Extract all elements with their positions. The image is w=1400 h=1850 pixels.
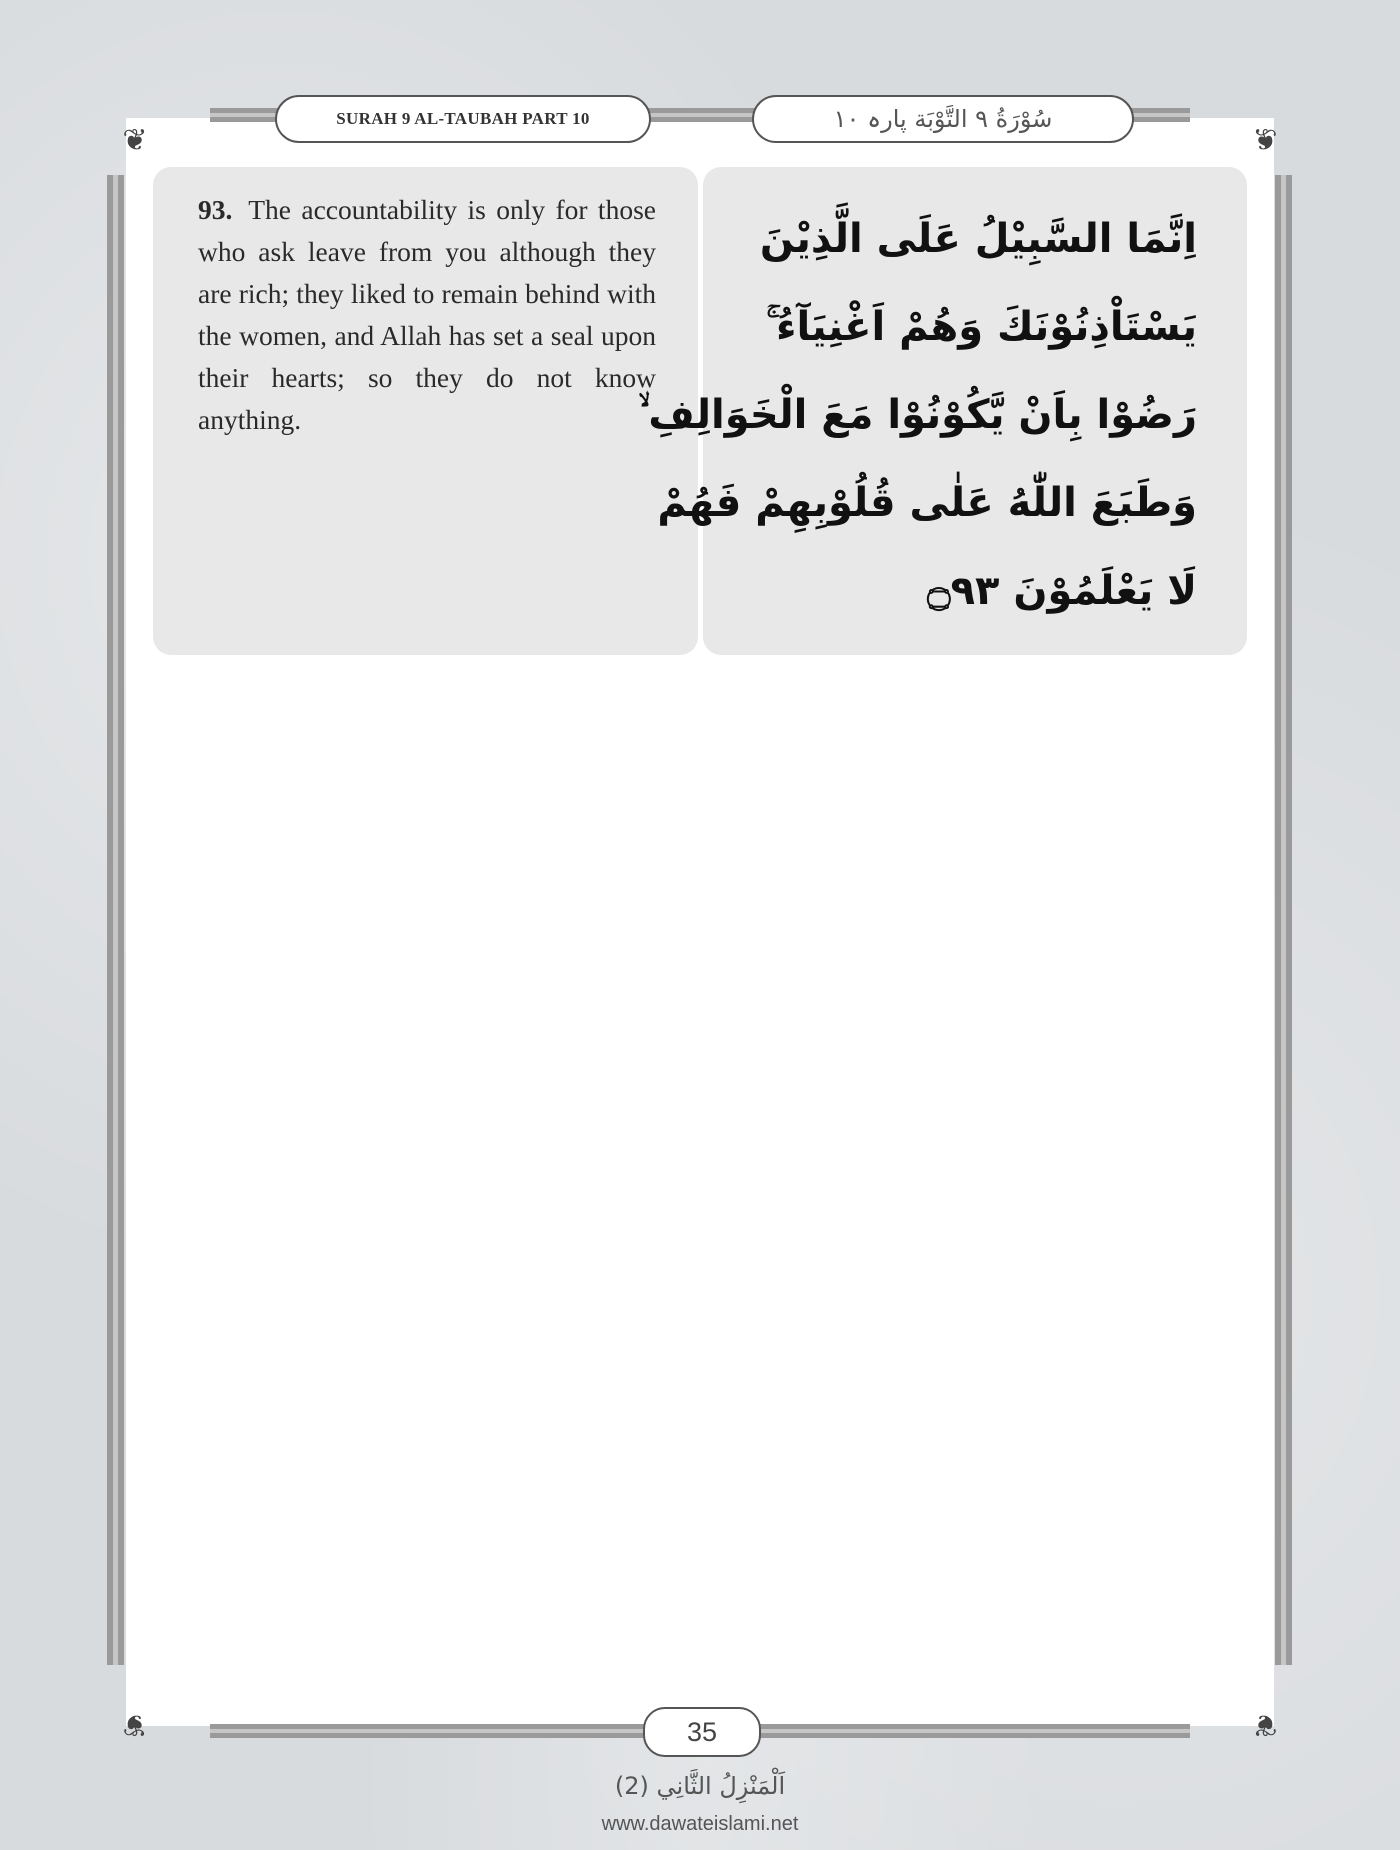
frame-right-outer [1286, 175, 1292, 1665]
corner-ornament-icon: ❦ [122, 123, 148, 157]
manzil-label: اَلْمَنْزِلُ الثَّانِي (2) [614, 1772, 786, 1800]
surah-title-english: SURAH 9 AL-TAUBAH PART 10 [275, 95, 651, 143]
page-number: 35 [643, 1707, 761, 1757]
arabic-line: لَا يَعْلَمُوْنَ ۝٩٣ [927, 568, 1197, 614]
arabic-line: يَسْتَاْذِنُوْنَكَ وَهُمْ اَغْنِيَآءُ ۚ [766, 304, 1197, 350]
verse-translation [198, 189, 656, 441]
frame-left-inner [118, 175, 124, 1665]
arabic-line: اِنَّمَا السَّبِيْلُ عَلَى الَّذِيْنَ [759, 216, 1197, 262]
translation-text: The accountability is only for those who ask leave from you although they are rich; they liked to remain behind with the women, and Allah has set a seal upon their hearts; so they do not know anything. [198, 194, 656, 435]
arabic-verse-box [638, 167, 1247, 655]
corner-ornament-icon: ❦ [1252, 123, 1278, 157]
verse-number: 93. [198, 194, 233, 225]
arabic-line: وَطَبَعَ اللّٰهُ عَلٰى قُلُوْبِهِمْ فَهُمْ [657, 480, 1197, 526]
website-link[interactable]: www.dawateislami.net [601, 1813, 799, 1835]
translation-box [153, 167, 698, 655]
corner-ornament-icon: ❦ [1252, 1708, 1278, 1742]
surah-title-arabic: سُوْرَةُ ٩ التَّوْبَة پارہ ١٠ [752, 95, 1134, 143]
corner-ornament-icon: ❦ [122, 1708, 148, 1742]
arabic-line: رَضُوْا بِاَنْ يَّكُوْنُوْا مَعَ الْخَوَالِفِ ۙ [638, 392, 1197, 438]
arabic-verse [638, 195, 1197, 635]
